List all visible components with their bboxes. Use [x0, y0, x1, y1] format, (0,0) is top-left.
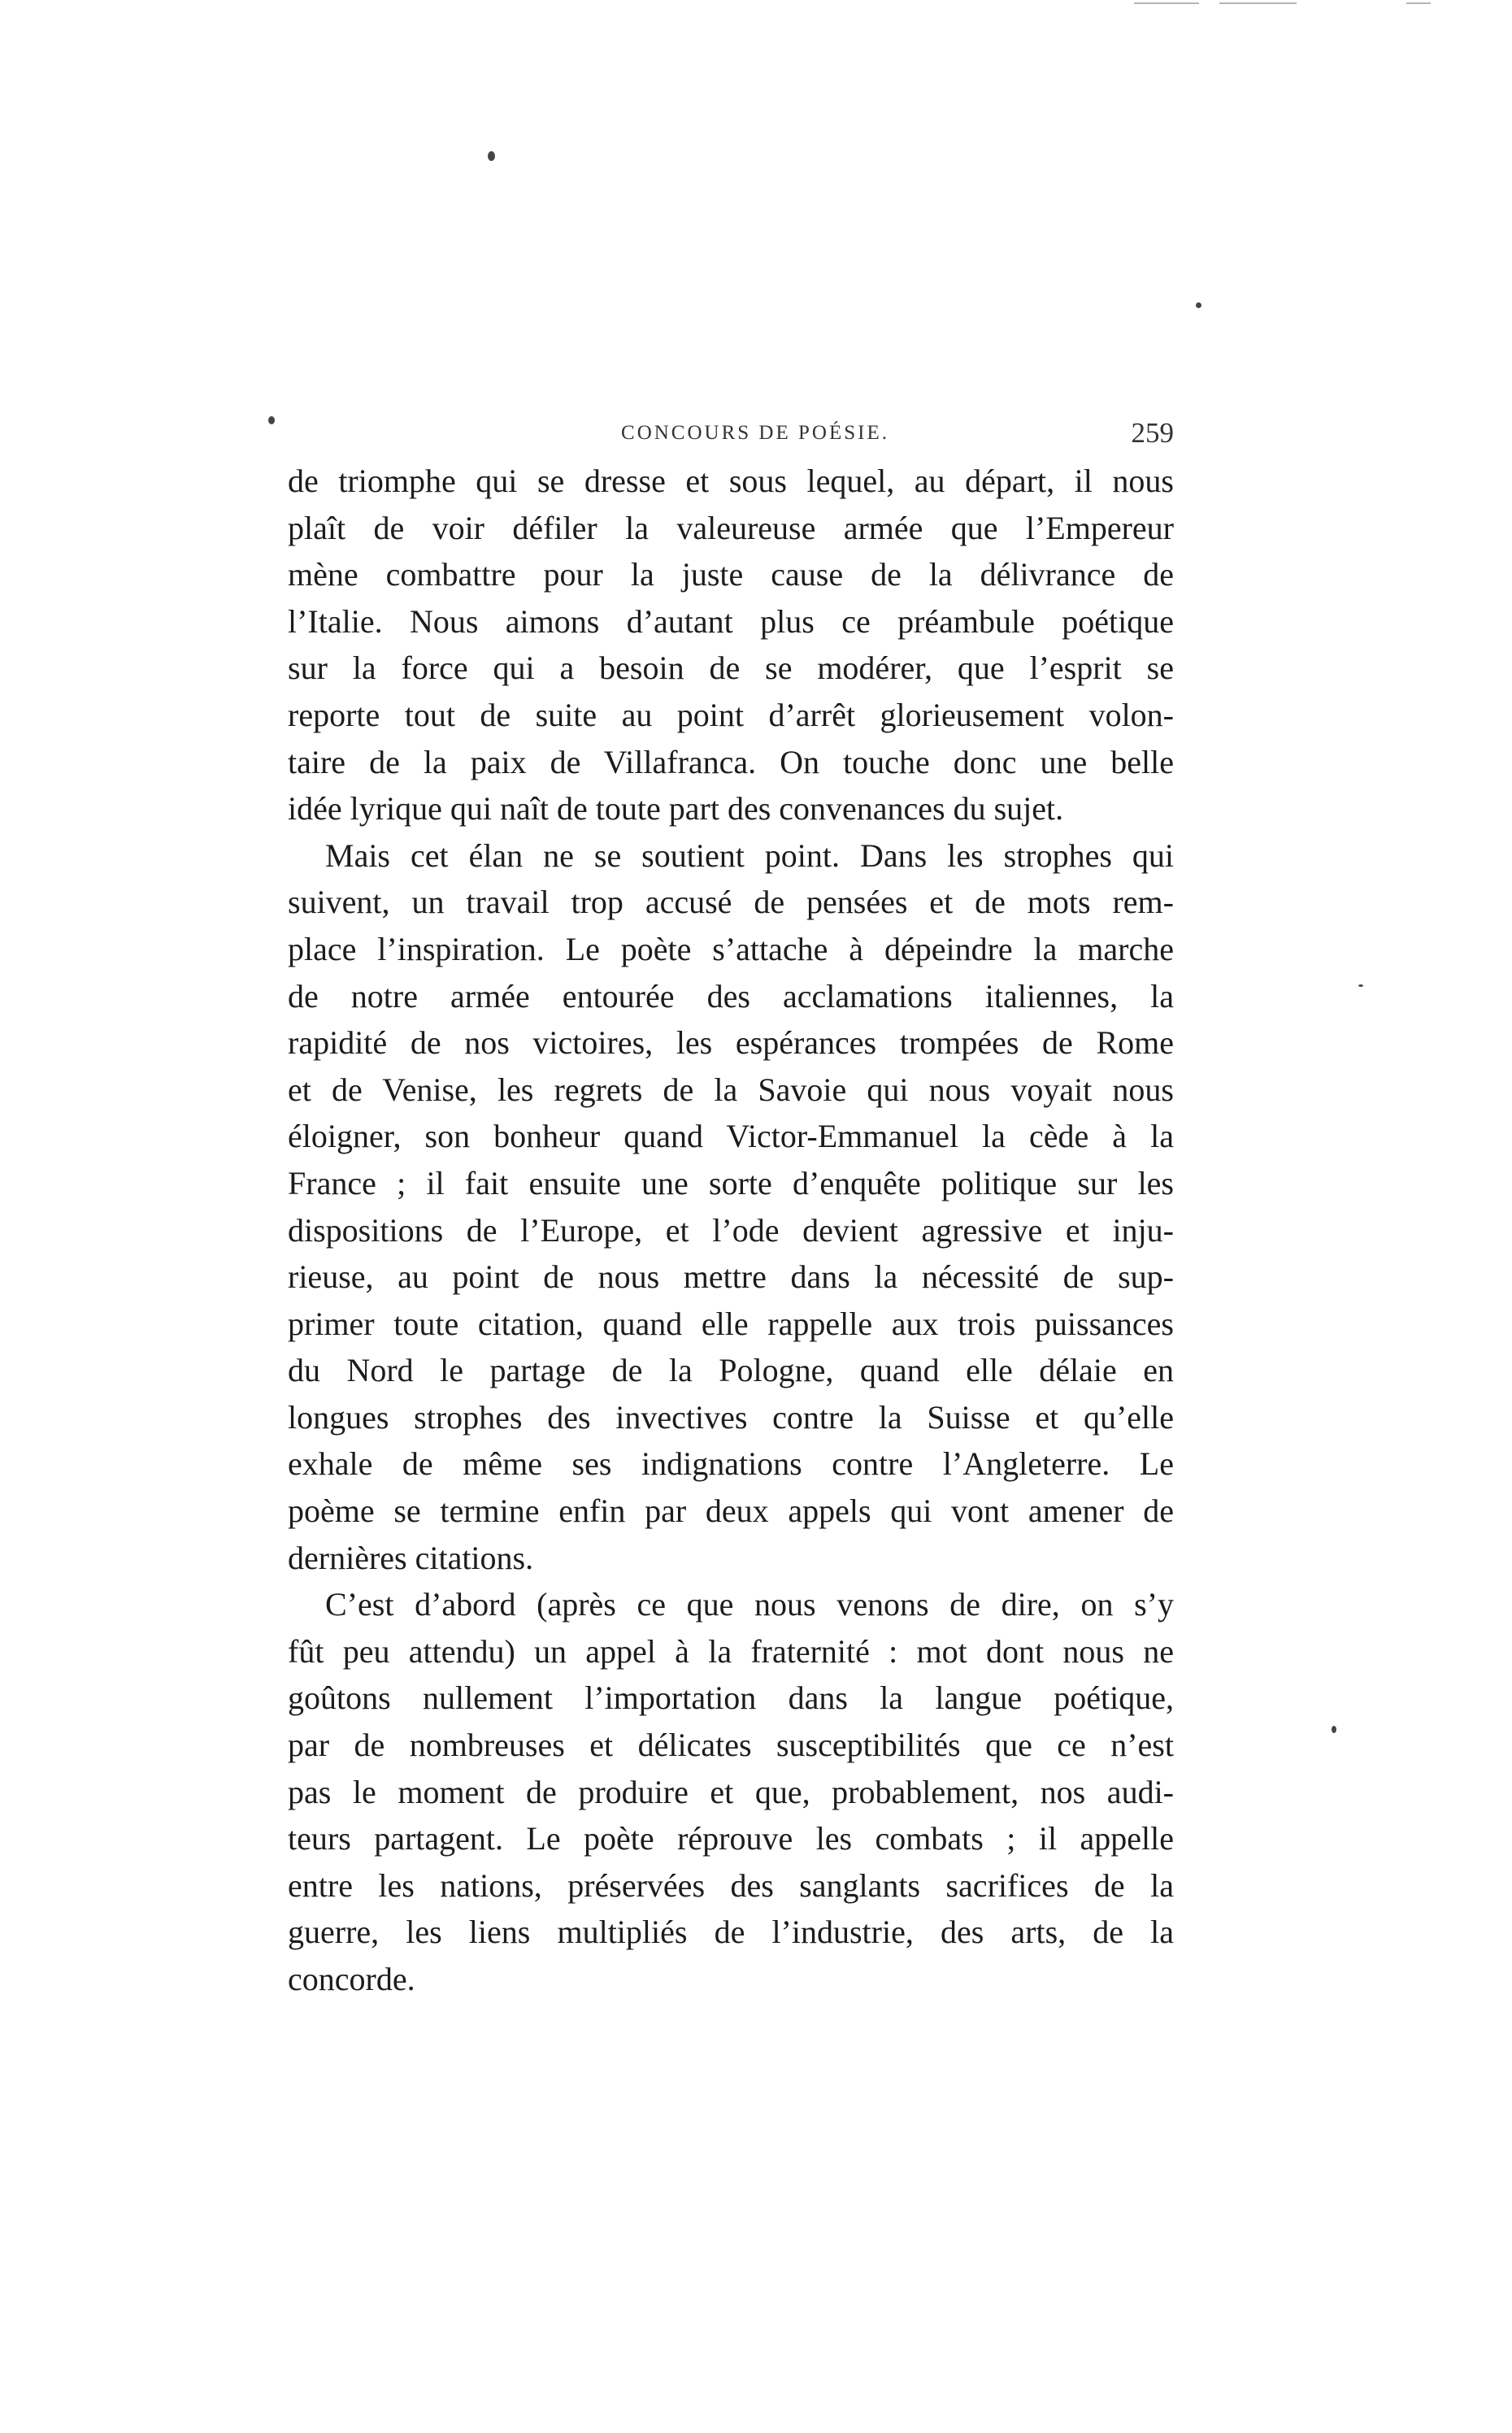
page-number: 259 — [1131, 417, 1174, 449]
text-line: l’Italie. Nous aimons d’autant plus ce préambule poétique — [288, 602, 1174, 640]
text-line: pas le moment de produire et que, probablement, nos audi- — [288, 1773, 1174, 1810]
text-line: de triomphe qui se dresse et sous lequel, au départ, il nous — [288, 463, 1174, 499]
text-line: fût peu attendu) un appel à la fraternité : mot dont nous ne — [288, 1632, 1174, 1670]
text-line: de notre armée entourée des acclamations italiennes, la — [288, 977, 1174, 1014]
text-line: rieuse, au point de nous mettre dans la nécessité de sup- — [288, 1258, 1174, 1296]
page-header — [288, 413, 1174, 454]
text-line: taire de la paix de Villafranca. On touche donc une belle — [288, 743, 1174, 780]
body-text — [288, 458, 1174, 2003]
text-line: concorde. — [288, 1961, 415, 1997]
text-line: dispositions de l’Europe, et l’ode devient agressive et inju- — [288, 1211, 1174, 1249]
text-line: suivent, un travail trop accusé de pensées et de mots rem- — [288, 884, 1174, 921]
text-line: C’est d’abord (après ce que nous venons de dire, on s’y — [325, 1586, 1174, 1623]
ink-speck — [1332, 1726, 1336, 1733]
text-line: reporte tout de suite au point d’arrêt glorieusement volon- — [288, 696, 1174, 733]
text-line: teurs partagent. Le poète réprouve les combats ; il appelle — [288, 1820, 1174, 1857]
running-head: CONCOURS DE POÉSIE. — [621, 422, 889, 444]
text-line: sur la force qui a besoin de se modérer, que l’esprit se — [288, 650, 1174, 687]
text-line: poème se termine enfin par deux appels qui vont amener de — [288, 1492, 1174, 1530]
text-line: entre les nations, préservées des sanglants sacrifices de la — [288, 1866, 1174, 1904]
text-line: idée lyrique qui naît de toute part des convenances du sujet. — [288, 790, 1064, 828]
text-line: et de Venise, les regrets de la Savoie qui nous voyait nous — [288, 1071, 1174, 1108]
text-line: Mais cet élan ne se soutient point. Dans les strophes qui — [325, 836, 1174, 874]
text-line: rapidité de nos victoires, les espérances trompées de Rome — [288, 1024, 1174, 1062]
text-line: éloigner, son bonheur quand Victor-Emmanuel la cède à la — [288, 1118, 1174, 1155]
scan-edge-mark — [1134, 2, 1199, 4]
text-line: longues strophes des invectives contre la Suisse et qu’elle — [288, 1398, 1174, 1436]
scan-edge-mark — [1219, 2, 1297, 4]
text-line: plaît de voir défiler la valeureuse armée que l’Empereur — [288, 509, 1174, 546]
text-line: dernières citations. — [288, 1539, 534, 1576]
text-line: exhale de même ses indignations contre l’Angleterre. Le — [288, 1445, 1174, 1483]
text-line: primer toute citation, quand elle rappelle aux trois puissances — [288, 1305, 1174, 1342]
text-line: guerre, les liens multipliés de l’industrie, des arts, de la — [288, 1914, 1174, 1951]
text-line: mène combattre pour la juste cause de la délivrance de — [288, 556, 1174, 593]
text-line: par de nombreuses et délicates susceptibilités que ce n’est — [288, 1727, 1174, 1764]
scan-edge-mark — [1406, 2, 1431, 4]
ink-speck — [268, 416, 275, 424]
text-line: France ; il fait ensuite une sorte d’enquête politique sur les — [288, 1164, 1174, 1201]
text-line: place l’inspiration. Le poète s’attache à dépeindre la marche — [288, 930, 1174, 967]
text-line: du Nord le partage de la Pologne, quand elle délaie en — [288, 1352, 1174, 1389]
ink-speck — [488, 151, 495, 161]
text-line: goûtons nullement l’importation dans la langue poétique, — [288, 1679, 1174, 1717]
ink-speck — [1358, 984, 1363, 987]
ink-speck — [1196, 302, 1201, 308]
